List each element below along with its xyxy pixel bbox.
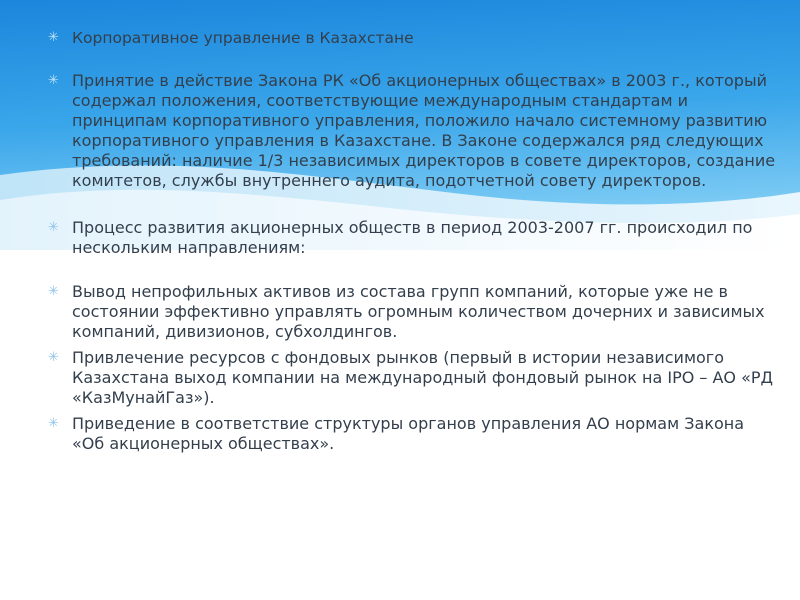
list-item (48, 218, 778, 258)
list-item (48, 414, 778, 454)
paragraph-non-core-assets: Вывод непрофильных активов из состава групп компаний, которые уже не в состоянии эффективно управлять огромным количеством дочерних и зависимых компаний, дивизионов, субхолдингов. (72, 282, 765, 341)
asterisk-bullet-icon: ✳ (48, 350, 59, 365)
list-item (48, 71, 778, 191)
bullet-list (48, 28, 778, 454)
asterisk-bullet-icon: ✳ (48, 73, 59, 88)
asterisk-bullet-icon: ✳ (48, 284, 59, 299)
list-item (48, 348, 778, 408)
paragraph-development-process: Процесс развития акционерных обществ в период 2003-2007 гг. происходил по нескольким направлениям: (72, 218, 753, 257)
slide-title: Корпоративное управление в Казахстане (72, 29, 414, 47)
list-item (48, 282, 778, 342)
paragraph-governance-structure: Приведение в соответствие структуры органов управления АО нормам Закона «Об акционерных обществах». (72, 414, 745, 453)
paragraph-stock-markets: Привлечение ресурсов с фондовых рынков (первый в истории независимого Казахстана выход компании на международный фондовый рынок на IPO – АО «РД «КазМунайГаз»). (72, 348, 774, 407)
paragraph-law-adoption: Принятие в действие Закона РК «Об акционерных обществах» в 2003 г., который содержал положения, соответствующие международным стандартам и принципам корпоративного управления, положило начало системному развитию корпоративного управления в Казахстане. В Законе содержался ряд следующих требований: наличие 1/3 независимых директоров в совете директоров, создание комитетов, службы внутреннего аудита, подотчетной совету директоров. (72, 71, 776, 190)
list-item (48, 28, 778, 48)
asterisk-bullet-icon: ✳ (48, 220, 59, 235)
asterisk-bullet-icon: ✳ (48, 416, 59, 431)
asterisk-bullet-icon: ✳ (48, 30, 59, 45)
